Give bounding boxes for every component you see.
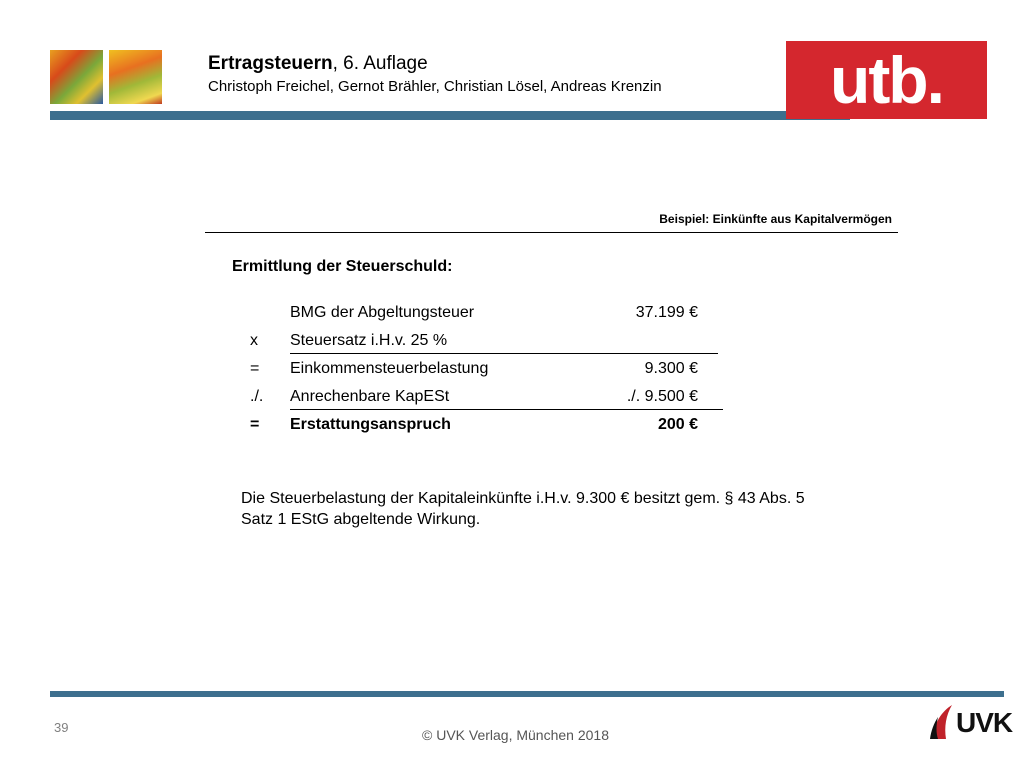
section-rule	[205, 232, 898, 233]
book-title-edition: , 6. Auflage	[332, 53, 428, 74]
calc-description: Anrechenbare KapESt	[290, 388, 450, 405]
calc-row	[250, 360, 710, 384]
calc-value: 200 €	[657, 416, 698, 433]
calc-description: Steuersatz i.H.v. 25 %	[290, 332, 448, 349]
calc-operator: =	[250, 416, 260, 433]
calc-value: ./. 9.500 €	[626, 388, 698, 405]
sail-icon	[928, 703, 956, 741]
calc-value: 9.300 €	[644, 360, 698, 377]
footer-divider	[50, 691, 1004, 697]
book-title-bold: Ertragsteuern	[208, 53, 333, 74]
uvk-logo	[928, 703, 1013, 741]
page-number: 39	[54, 720, 69, 735]
uvk-logo-text: UVK	[956, 707, 1013, 738]
calc-operator: ./.	[250, 388, 264, 405]
book-title	[208, 53, 428, 75]
calc-row	[250, 304, 710, 328]
explanation-paragraph: Die Steuerbelastung der Kapitaleinkünfte i.H.v. 9.300 € besitzt gem. § 43 Abs. 5 Satz 1 EStG abgeltende Wirkung.	[241, 490, 805, 528]
calc-operator: x	[250, 332, 258, 349]
copyright-notice: © UVK Verlag, München 2018	[422, 727, 609, 743]
calc-description: Einkommensteuerbelastung	[290, 360, 489, 377]
book-authors: Christoph Freichel, Gernot Brähler, Christian Lösel, Andreas Krenzin	[208, 78, 662, 95]
calc-description: BMG der Abgeltungsteuer	[290, 304, 475, 321]
section-heading: Ermittlung der Steuerschuld:	[232, 258, 453, 275]
header-divider	[50, 111, 850, 120]
cover-thumbnail-2	[109, 50, 162, 104]
calc-description: Erstattungsanspruch	[290, 416, 451, 433]
utb-logo: utb.	[786, 41, 987, 119]
calc-row-total	[250, 416, 710, 440]
subtotal-rule	[290, 353, 718, 354]
example-label: Beispiel: Einkünfte aus Kapitalvermögen	[659, 212, 892, 226]
calc-value: 37.199 €	[635, 304, 698, 321]
cover-thumbnail-1	[50, 50, 103, 104]
calc-operator: =	[250, 360, 260, 377]
total-rule	[290, 409, 723, 410]
